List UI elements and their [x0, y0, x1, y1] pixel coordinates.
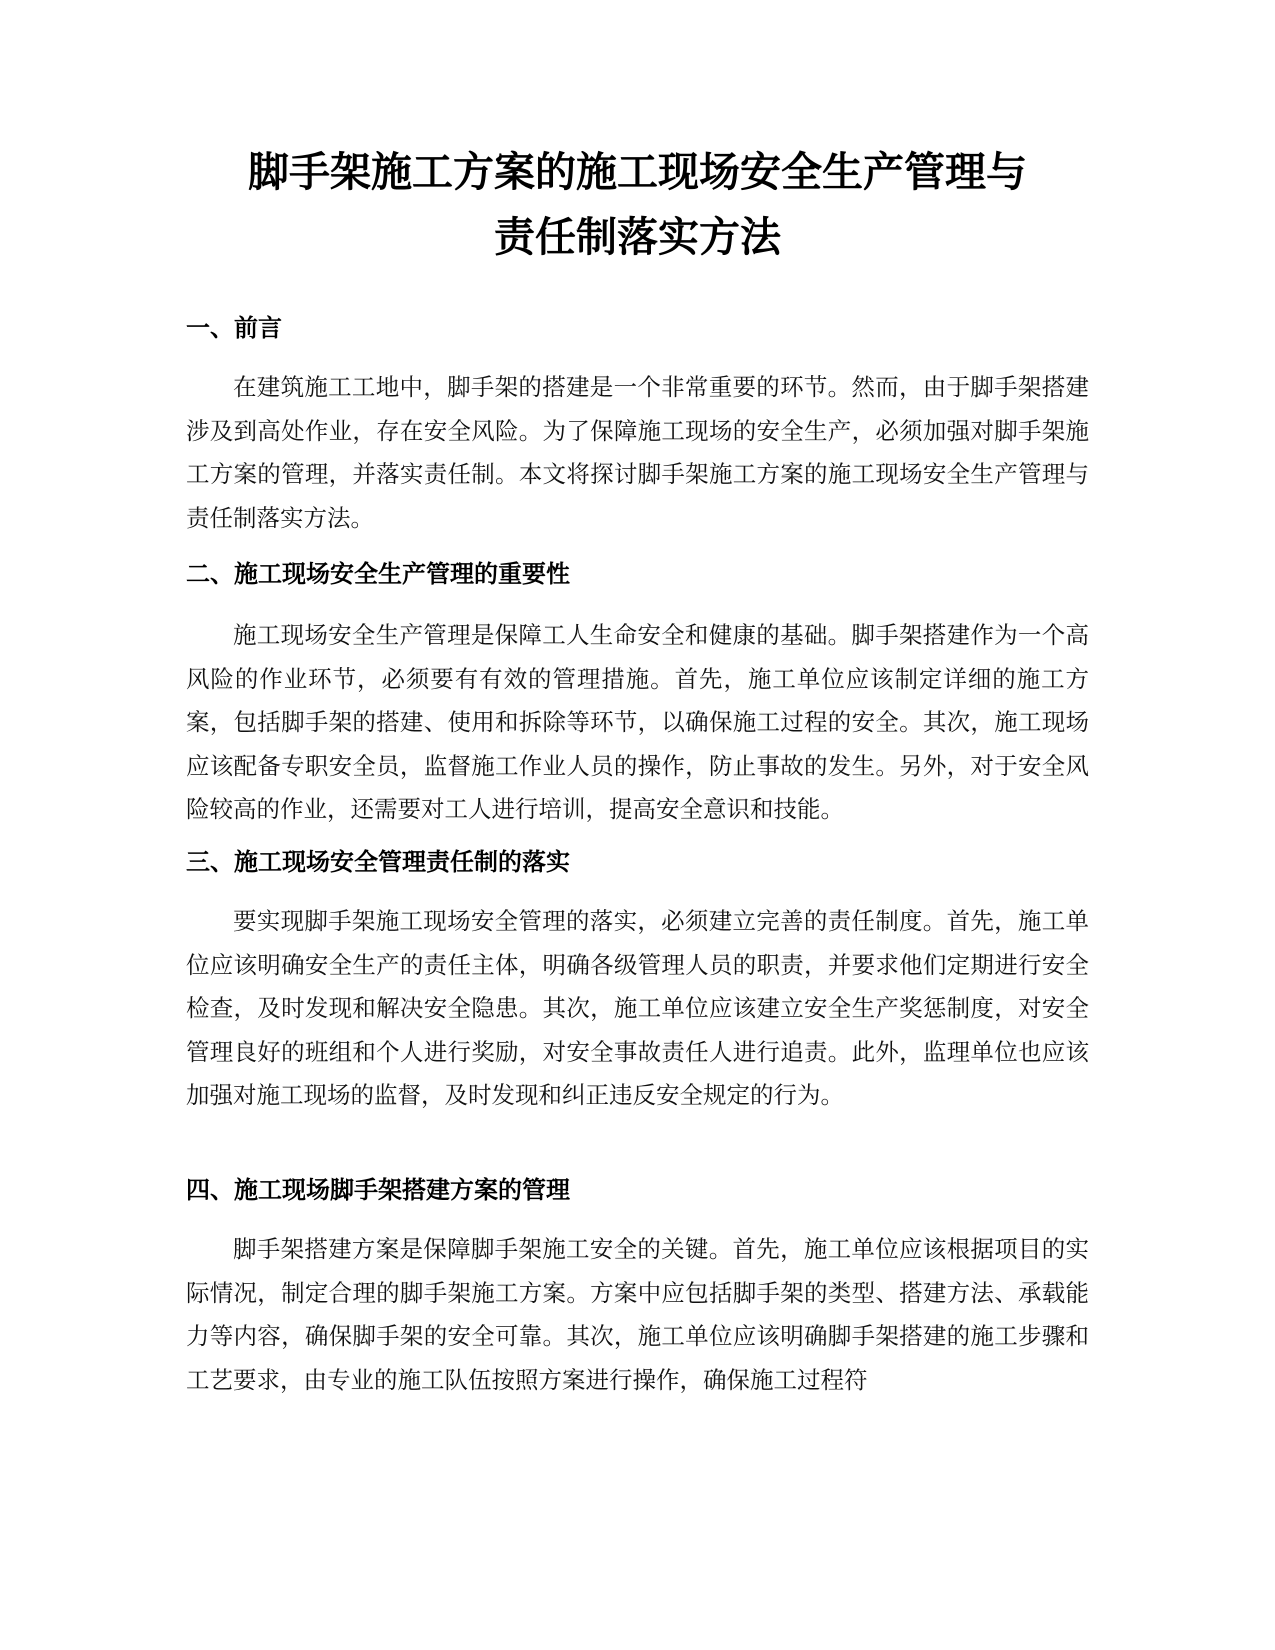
- section-heading-scaffold-plan: 四、施工现场脚手架搭建方案的管理: [186, 1176, 570, 1204]
- section-heading-responsibility: 三、施工现场安全管理责任制的落实: [186, 848, 570, 876]
- document-title-line-1: 脚手架施工方案的施工现场安全生产管理与: [248, 148, 1027, 196]
- section-paragraph-scaffold-plan: 脚手架搭建方案是保障脚手架施工安全的关键。首先，施工单位应该根据项目的实际情况，制定合理的脚手架施工方案。方案中应包括脚手架的类型、搭建方法、承载能力等内容，确保脚手架的安全可靠。其次，施工单位应该明确脚手架搭建的施工步骤和工艺要求，由专业的施工队伍按照方案进行操作，确保施工过程符: [186, 1235, 1089, 1394]
- section-paragraph-preface: 在建筑施工工地中，脚手架的搭建是一个非常重要的环节。然而，由于脚手架搭建涉及到高处作业，存在安全风险。为了保障施工现场的安全生产，必须加强对脚手架施工方案的管理，并落实责任制。本文将探讨脚手架施工方案的施工现场安全生产管理与责任制落实方法。: [186, 373, 1089, 532]
- document-title: [150, 140, 1125, 270]
- document-title-line-2: 责任制落实方法: [494, 213, 781, 261]
- section-heading-preface: 一、前言: [186, 314, 282, 342]
- section-heading-importance: 二、施工现场安全生产管理的重要性: [186, 560, 570, 588]
- section-paragraph-responsibility: 要实现脚手架施工现场安全管理的落实，必须建立完善的责任制度。首先，施工单位应该明确安全生产的责任主体，明确各级管理人员的职责，并要求他们定期进行安全检查，及时发现和解决安全隐患。其次，施工单位应该建立安全生产奖惩制度，对安全管理良好的班组和个人进行奖励，对安全事故责任人进行追责。此外，监理单位也应该加强对施工现场的监督，及时发现和纠正违反安全规定的行为。: [186, 907, 1089, 1109]
- section-paragraph-importance: 施工现场安全生产管理是保障工人生命安全和健康的基础。脚手架搭建作为一个高风险的作业环节，必须要有有效的管理措施。首先，施工单位应该制定详细的施工方案，包括脚手架的搭建、使用和拆除等环节，以确保施工过程的安全。其次，施工现场应该配备专职安全员，监督施工作业人员的操作，防止事故的发生。另外，对于安全风险较高的作业，还需要对工人进行培训，提高安全意识和技能。: [186, 621, 1089, 823]
